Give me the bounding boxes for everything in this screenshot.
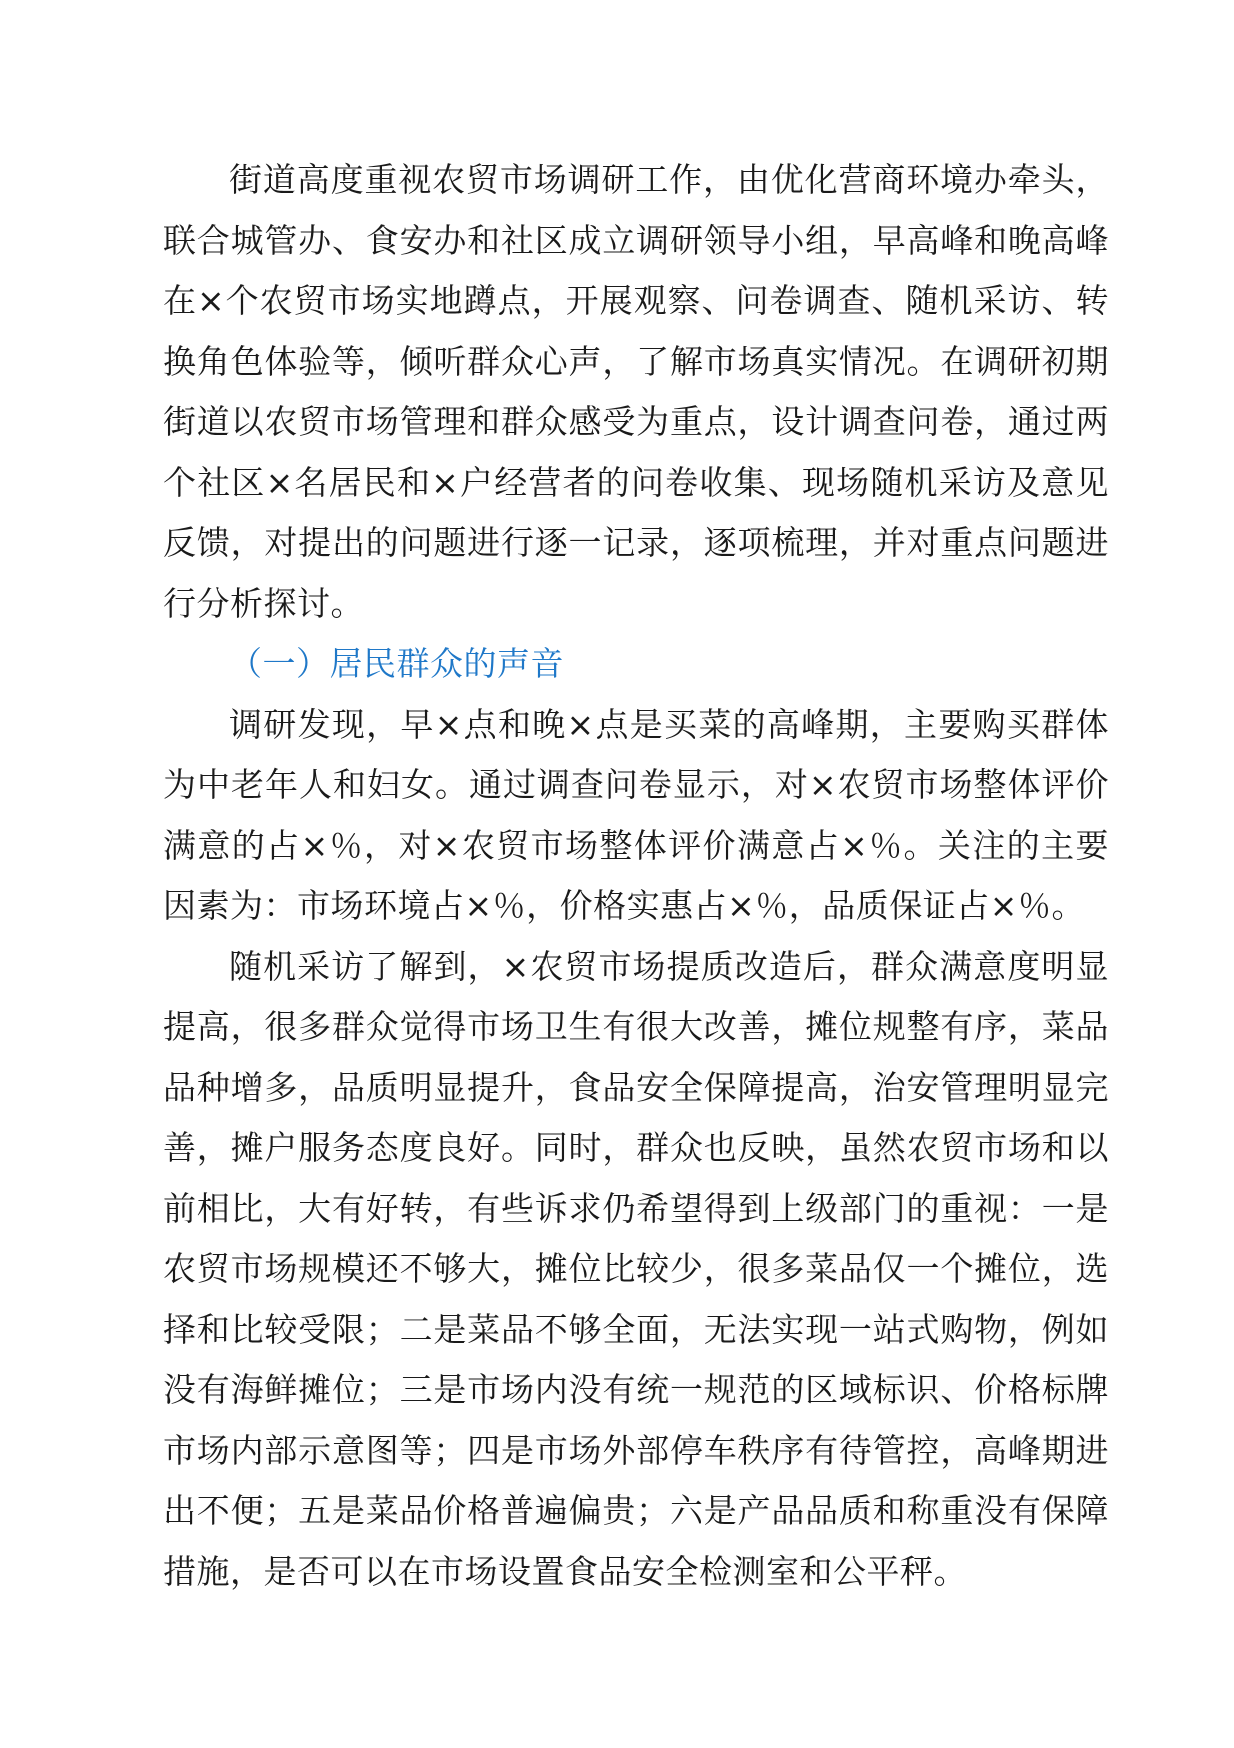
paragraph-intro: 街道高度重视农贸市场调研工作，由优化营商环境办牵头，联合城管办、食安办和社区成立调研领导小组，早高峰和晚高峰在×个农贸市场实地蹲点，开展观察、问卷调查、随机采访、转换角色体验等，倾听群众心声，了解市场真实情况。在调研初期街道以农贸市场管理和群众感受为重点，设计调查问卷，通过两个社区×名居民和×户经营者的问卷收集、现场随机采访及意见反馈，对提出的问题进行逐一记录，逐项梳理，并对重点问题进行分析探讨。	[163, 160, 1109, 623]
section-heading: （一）居民群众的声音	[229, 644, 564, 683]
document-body	[163, 150, 1109, 1602]
paragraph-interview: 随机采访了解到，×农贸市场提质改造后，群众满意度明显提高，很多群众觉得市场卫生有很大改善，摊位规整有序，菜品品种增多，品质明显提升，食品安全保障提高，治安管理明显完善，摊户服务态度良好。同时，群众也反映，虽然农贸市场和以前相比，大有好转，有些诉求仍希望得到上级部门的重视：一是农贸市场规模还不够大，摊位比较少，很多菜品仅一个摊位，选择和比较受限；二是菜品不够全面，无法实现一站式购物，例如没有海鲜摊位；三是市场内没有统一规范的区域标识、价格标牌市场内部示意图等；四是市场外部停车秩序有待管控，高峰期进出不便；五是菜品价格普遍偏贵；六是产品品质和称重没有保障措施，是否可以在市场设置食品安全检测室和公平秤。	[163, 946, 1109, 1591]
paragraph-survey: 调研发现，早×点和晚×点是买菜的高峰期，主要购买群体为中老年人和妇女。通过调查问卷显示，对×农贸市场整体评价满意的占×％，对×农贸市场整体评价满意占×％。关注的主要因素为：市场环境占×％，价格实惠占×％，品质保证占×％。	[163, 704, 1109, 925]
